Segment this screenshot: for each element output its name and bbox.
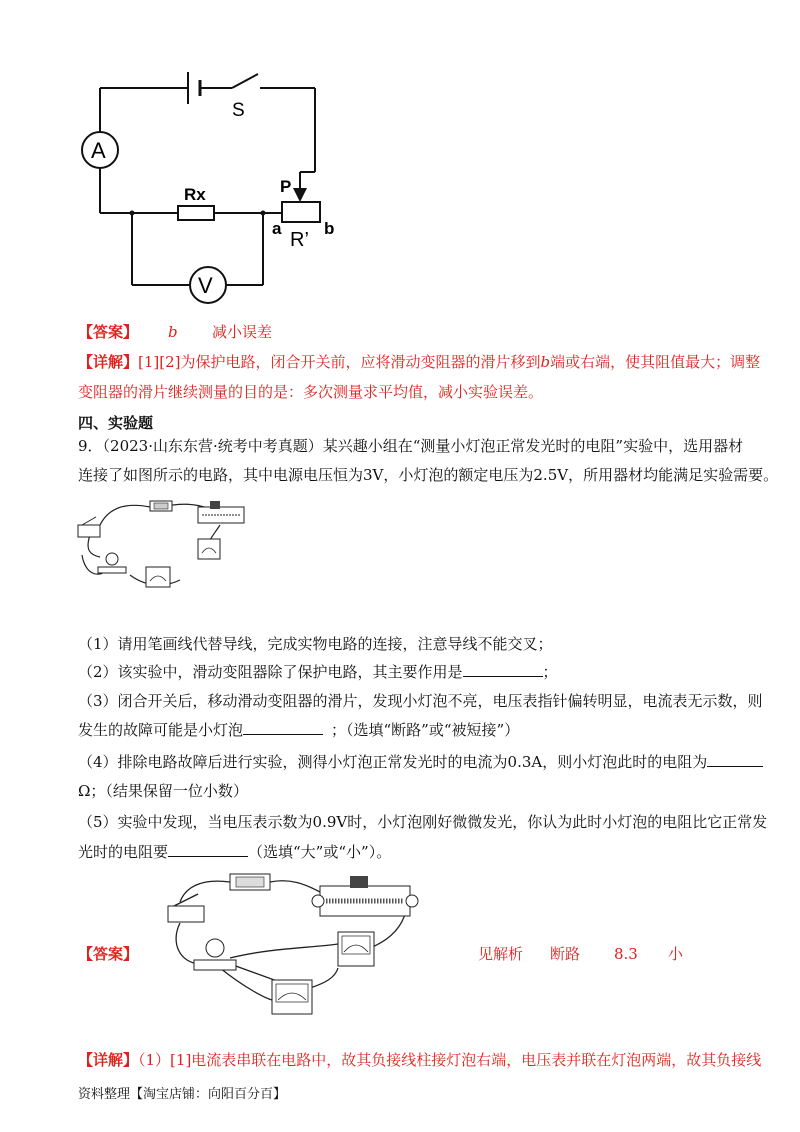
answer-value-2: 减小误差 [212, 323, 273, 341]
resistor-label: Rx [184, 185, 206, 204]
sub-question-4-line-2: Ω；（结果保留一位小数） [78, 782, 248, 800]
question-line-2: 连接了如图所示的电路，其中电源电压恒为3V，小灯泡的额定电压为2.5V，所用器材均能满足实验需要。 [78, 466, 779, 484]
sub-question-1: （1）请用笔画线代替导线，完成实物电路的连接，注意导线不能交叉； [78, 635, 553, 653]
circuit-diagram [60, 60, 360, 310]
answer-circuit-image [160, 868, 420, 1023]
slider-label: P [280, 177, 292, 196]
physical-circuit-image [70, 495, 260, 600]
answer-blank[interactable] [243, 720, 323, 735]
sub-question-5-line-2: 光时的电阻要 （选填“大”或“小”）。 [78, 843, 392, 861]
answer-2-value-3: 8.3 [614, 945, 638, 963]
end-b-label: b [324, 219, 335, 238]
answer-2-value-4: 小 [668, 945, 684, 963]
answer-value-1: b [168, 323, 178, 341]
voltmeter-label: V [198, 273, 213, 298]
sub-question-3-line-1: （3）闭合开关后，移动滑动变阻器的滑片，发现小灯泡不亮，电压表指针偏转明显，电流表无示数，则 [78, 692, 763, 710]
detail-line-2: 变阻器的滑片继续测量的目的是：多次测量求平均值，减小实验误差。 [78, 383, 544, 401]
answer-blank[interactable] [168, 842, 248, 857]
rheostat [282, 202, 320, 222]
answer-2-tag: 【答案】 [78, 945, 139, 963]
sub-question-4-line-1: （4）排除电路故障后进行实验，测得小灯泡正常发光时的电流为0.3A，则小灯泡此时的电阻为 [78, 752, 763, 772]
switch-label: S [232, 100, 245, 121]
end-a-label: a [272, 219, 282, 238]
resistor-rx [178, 206, 214, 220]
question-line-1: 9．（2023·山东东营·统考中考真题）某兴趣小组在“测量小灯泡正常发光时的电阻”实验中，选用器材 [78, 437, 744, 455]
detail-line-1: 【详解】[1][2]为保护电路，闭合开关前，应将滑动变阻器的滑片移到b端或右端，使其阻值最大；调整 [78, 353, 761, 371]
detail-tag: 【详解】 [78, 353, 139, 371]
sub-question-5-line-1: （5）实验中发现，当电压表示数为0.9V时，小灯泡刚好微微发光，你认为此时小灯泡的电阻比它正常发 [78, 813, 768, 831]
answer-2-value-2: 断路 [550, 945, 581, 963]
answer-blank[interactable] [463, 662, 543, 677]
rheostat-label: R’ [290, 229, 309, 251]
page-footer: 资料整理【淘宝店铺：向阳百分百】 [78, 1087, 287, 1102]
sub-question-3-line-2: 发生的故障可能是小灯泡 ；（选填“断路”或“被短接”） [78, 721, 520, 739]
sub-question-2: （2）该实验中，滑动变阻器除了保护电路，其主要作用是 ； [78, 663, 558, 681]
answer-tag: 【答案】 [78, 323, 139, 341]
section-title: 四、实验题 [78, 414, 154, 432]
answer-blank[interactable] [707, 752, 763, 767]
answer-2-value-1: 见解析 [478, 945, 524, 963]
detail-2-line-1: 【详解】（1）[1]电流表串联在电路中，故其负接线柱接灯泡右端，电压表并联在灯泡两端，故其负接线 [78, 1051, 762, 1069]
slider-arrow-icon [293, 188, 307, 202]
ammeter-label: A [91, 138, 106, 163]
detail-2-tag: 【详解】 [78, 1051, 139, 1069]
